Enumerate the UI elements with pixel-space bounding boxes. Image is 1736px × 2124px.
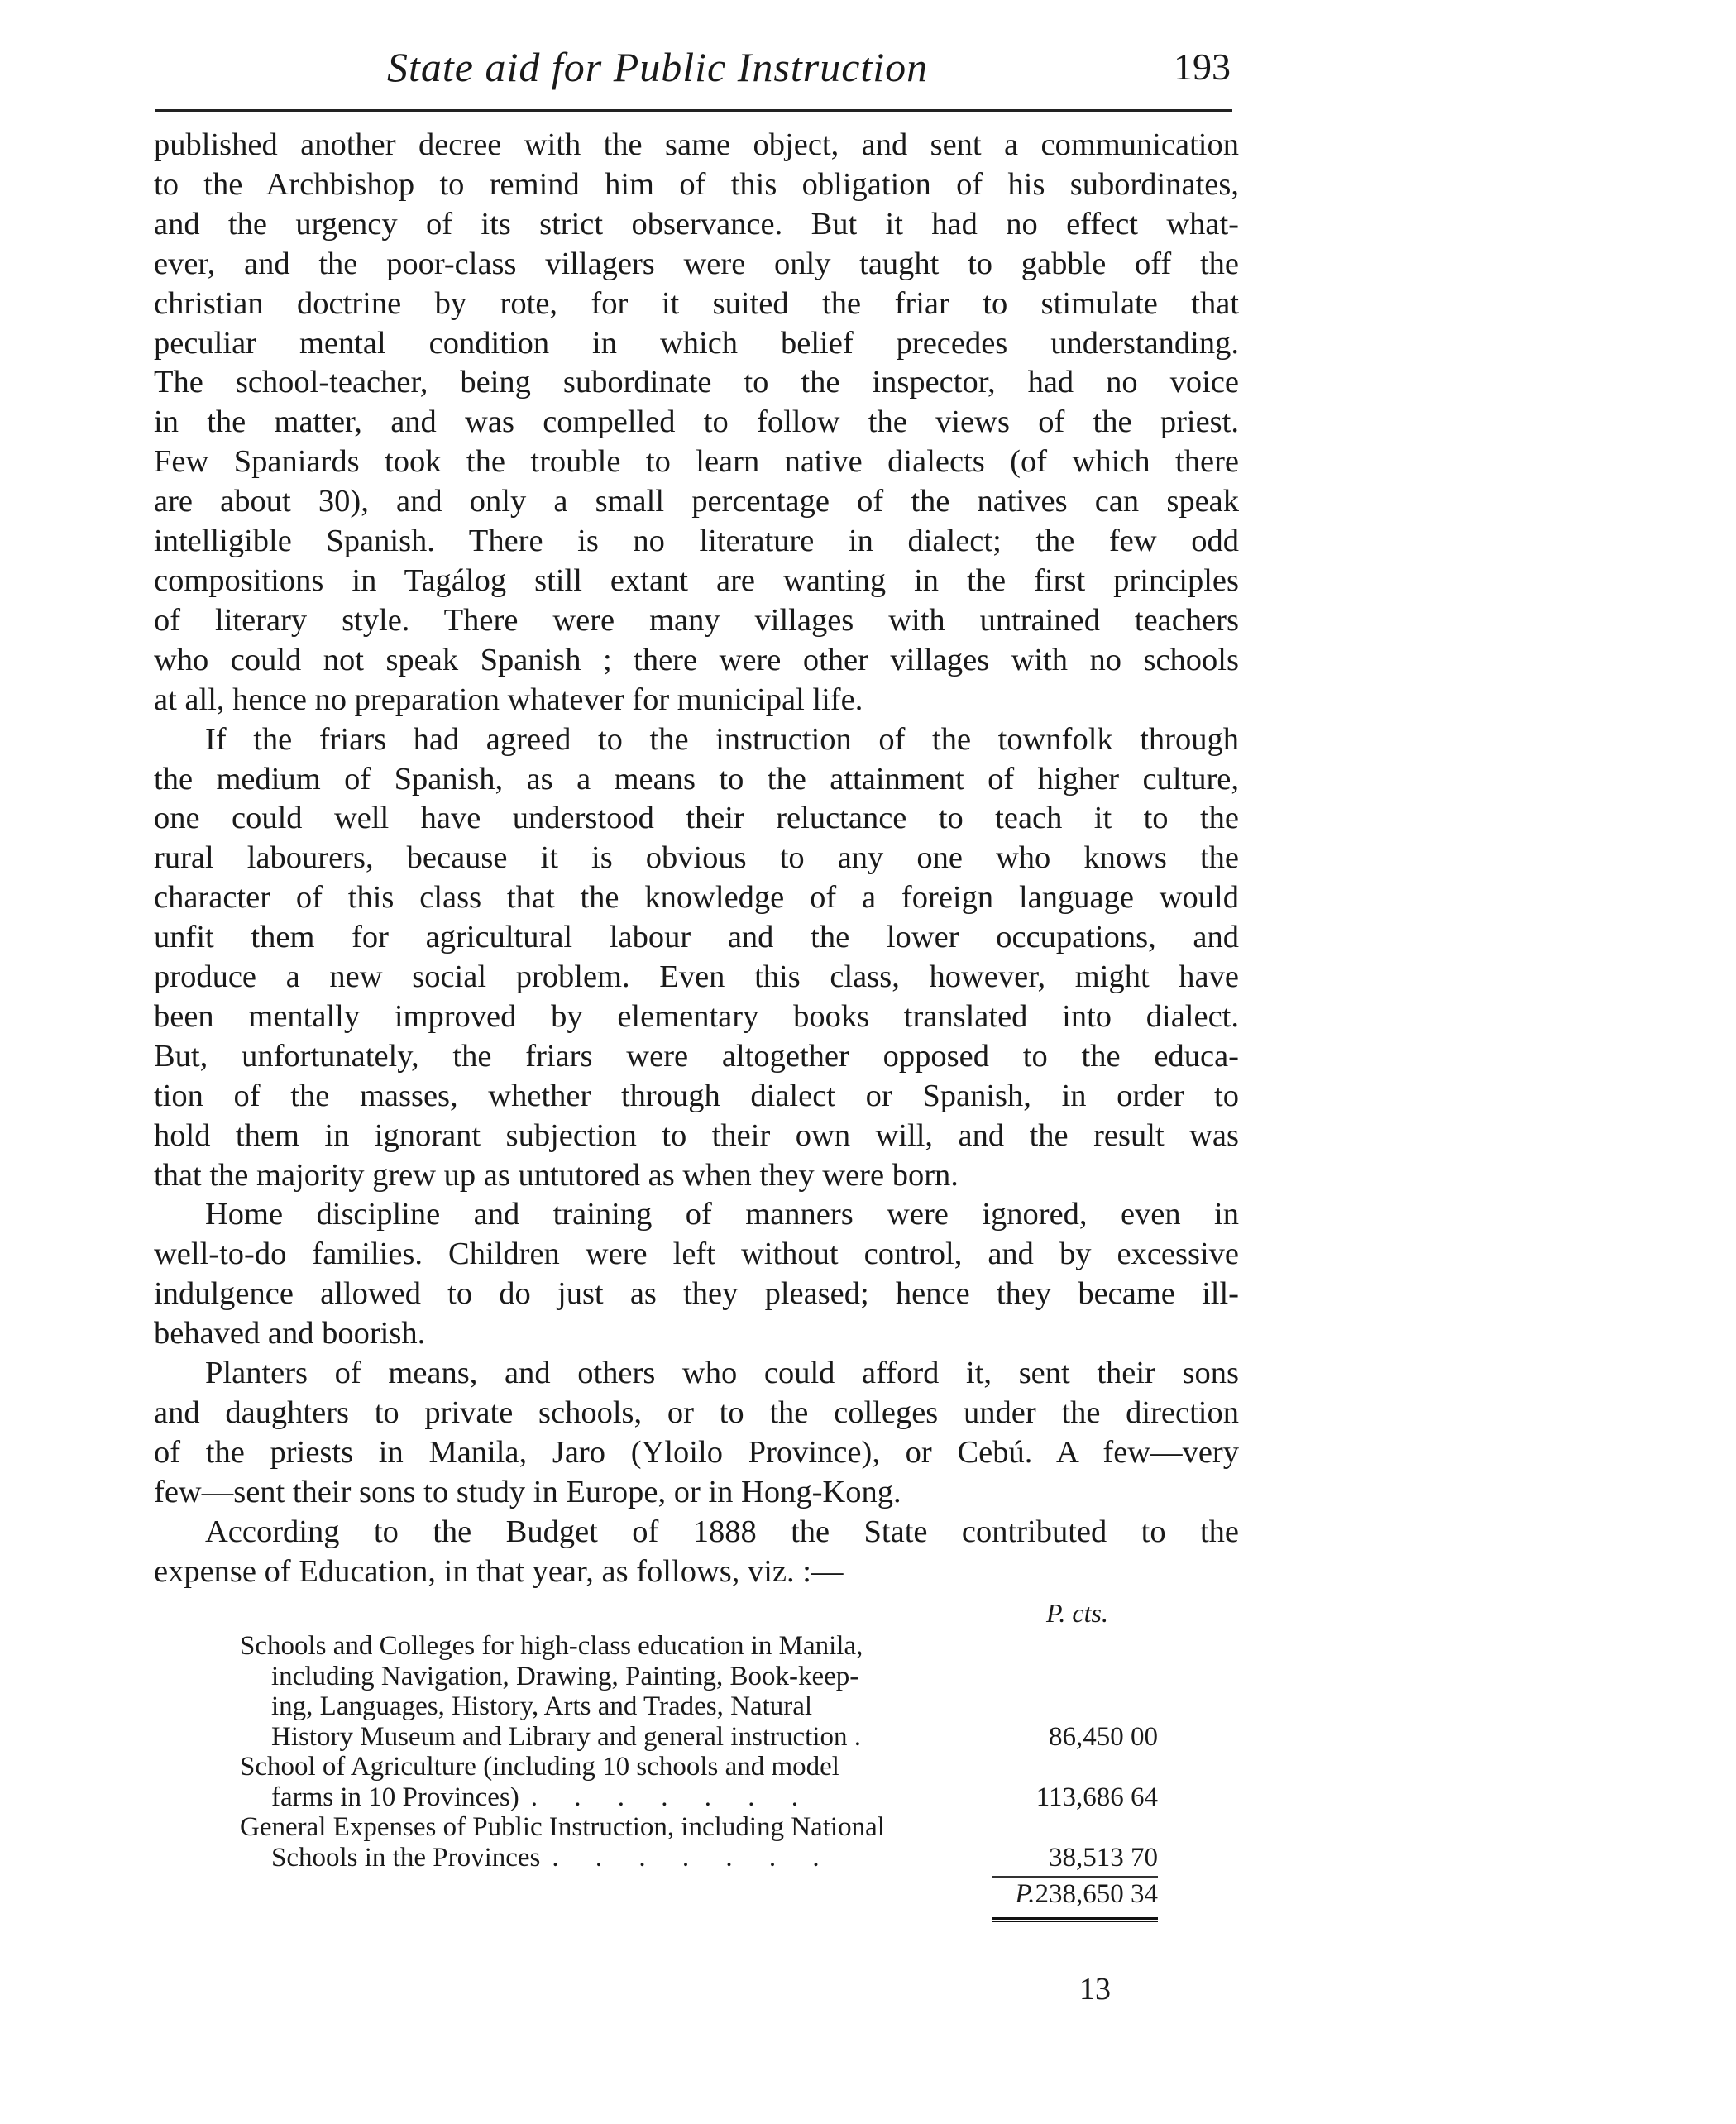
budget-line: School of Agriculture (including 10 schools and model	[240, 1752, 839, 1782]
budget-amount: 113,686 64	[1035, 1782, 1158, 1812]
budget-item-text	[240, 1752, 1001, 1812]
text-line: published another decree with the same object, and sent a communication	[154, 127, 1239, 162]
text-line: behaved and boorish.	[154, 1316, 426, 1351]
text-line: and the urgency of its strict observance. But it had no effect what-	[154, 206, 1239, 242]
budget-line: History Museum and Library and general instruction .	[271, 1721, 861, 1752]
total-prefix: P.	[1015, 1879, 1035, 1909]
budget-line: General Expenses of Public Instruction, including National	[240, 1812, 885, 1842]
budget-total	[1015, 1879, 1158, 1910]
double-rule	[992, 1917, 1158, 1922]
budget-item-text	[240, 1812, 1001, 1873]
budget-line: including Navigation, Drawing, Painting, Book-keep-	[271, 1661, 859, 1691]
text-line: character of this class that the knowledge of a foreign language would	[154, 880, 1239, 916]
text-line: christian doctrine by rote, for it suited the friar to stimulate that	[154, 285, 1239, 321]
sum-rule	[992, 1876, 1158, 1878]
text-line: According to the Budget of 1888 the State contributed to the	[205, 1514, 1239, 1549]
budget-line: Schools in the Provinces	[271, 1842, 541, 1873]
budget-line: Schools and Colleges for high-class education in Manila,	[240, 1631, 863, 1661]
text-line: are about 30), and only a small percentage of the natives can speak	[154, 484, 1239, 519]
text-line: that the majority grew up as untutored as when they were born.	[154, 1157, 959, 1193]
budget-item	[240, 1812, 1158, 1873]
budget-amount: 38,513 70	[1049, 1842, 1158, 1873]
text-line: one could well have understood their reluctance to teach it to the	[154, 801, 1239, 836]
text-line: at all, hence no preparation whatever for municipal life.	[154, 682, 863, 717]
text-line: few—sent their sons to study in Europe, or in Hong-Kong.	[154, 1474, 901, 1509]
dot-leader: . . . . . . .	[552, 1842, 835, 1873]
text-line: rural labourers, because it is obvious to any one who knows the	[154, 840, 1239, 876]
text-line: compositions in Tagálog still extant are wanting in the first principles	[154, 562, 1239, 598]
budget-line-with-leader	[240, 1782, 1001, 1813]
body-text	[154, 126, 1239, 1592]
text-line: If the friars had agreed to the instruction of the townfolk through	[205, 721, 1239, 757]
header-rule	[155, 109, 1232, 112]
text-line: tion of the masses, whether through dialect or Spanish, in order to	[154, 1078, 1239, 1113]
budget-amount: 86,450 00	[1049, 1721, 1158, 1752]
running-head	[147, 43, 1239, 101]
text-line: to the Archbishop to remind him of this obligation of his subordinates,	[154, 166, 1239, 202]
currency-label: P. cts.	[1046, 1598, 1108, 1628]
text-line: Planters of means, and others who could afford it, sent their sons	[205, 1356, 1239, 1391]
budget-line-with-leader	[240, 1843, 1001, 1873]
dot-leader: . . . . . . .	[530, 1782, 813, 1812]
signature-mark: 13	[1079, 1972, 1111, 2007]
paragraph-2	[154, 720, 1239, 1196]
budget-line: ing, Languages, History, Arts and Trades, Natural	[271, 1691, 813, 1721]
text-line: unfit them for agricultural labour and the lower occupations, and	[154, 920, 1239, 955]
budget-item	[240, 1631, 1158, 1752]
text-line: of literary style. There were many villages with untrained teachers	[154, 602, 1239, 638]
text-line: indulgence allowed to do just as they pleased; hence they became ill-	[154, 1276, 1239, 1312]
paragraph-5	[154, 1513, 1239, 1592]
budget-header	[240, 1598, 1158, 1631]
text-line: ever, and the poor-class villagers were only taught to gabble off the	[154, 246, 1239, 281]
text-line: peculiar mental condition in which belief precedes understanding.	[154, 325, 1239, 361]
budget-line: farms in 10 Provinces)	[271, 1782, 519, 1812]
text-line: The school-teacher, being subordinate to the inspector, had no voice	[154, 365, 1239, 400]
text-line: expense of Education, in that year, as follows, viz. :—	[154, 1553, 844, 1589]
text-line: intelligible Spanish. There is no literature in dialect; the few odd	[154, 524, 1239, 559]
text-line: of the priests in Manila, Jaro (Yloilo Province), or Cebú. A few—very	[154, 1434, 1239, 1470]
text-line: been mentally improved by elementary books translated into dialect.	[154, 998, 1239, 1034]
budget-total-row	[240, 1873, 1158, 1922]
text-line: Few Spaniards took the trouble to learn native dialects (of which there	[154, 444, 1239, 480]
text-line: Home discipline and training of manners were ignored, even in	[205, 1197, 1239, 1232]
text-line: the medium of Spanish, as a means to the attainment of higher culture,	[154, 761, 1239, 796]
paragraph-1	[154, 126, 1239, 720]
text-line: well-to-do families. Children were left without control, and by excessive	[154, 1237, 1239, 1272]
text-line: who could not speak Spanish ; there were other villages with no schools	[154, 642, 1239, 677]
page-number: 193	[1174, 45, 1231, 88]
text-line: produce a new social problem. Even this class, however, might have	[154, 959, 1239, 995]
running-head-title: State aid for Public Instruction	[387, 44, 929, 90]
text-line: hold them in ignorant subjection to their own will, and the result was	[154, 1117, 1239, 1153]
budget-item-text	[240, 1631, 1001, 1752]
paragraph-3	[154, 1195, 1239, 1354]
paragraph-4	[154, 1354, 1239, 1513]
total-amount: 238,650 34	[1035, 1879, 1158, 1909]
text-line: in the matter, and was compelled to follow the views of the priest.	[154, 404, 1239, 440]
text-line: and daughters to private schools, or to the colleges under the direction	[154, 1395, 1239, 1430]
text-line: But, unfortunately, the friars were altogether opposed to the educa-	[154, 1038, 1239, 1074]
budget-table	[240, 1598, 1158, 1922]
budget-item	[240, 1752, 1158, 1812]
